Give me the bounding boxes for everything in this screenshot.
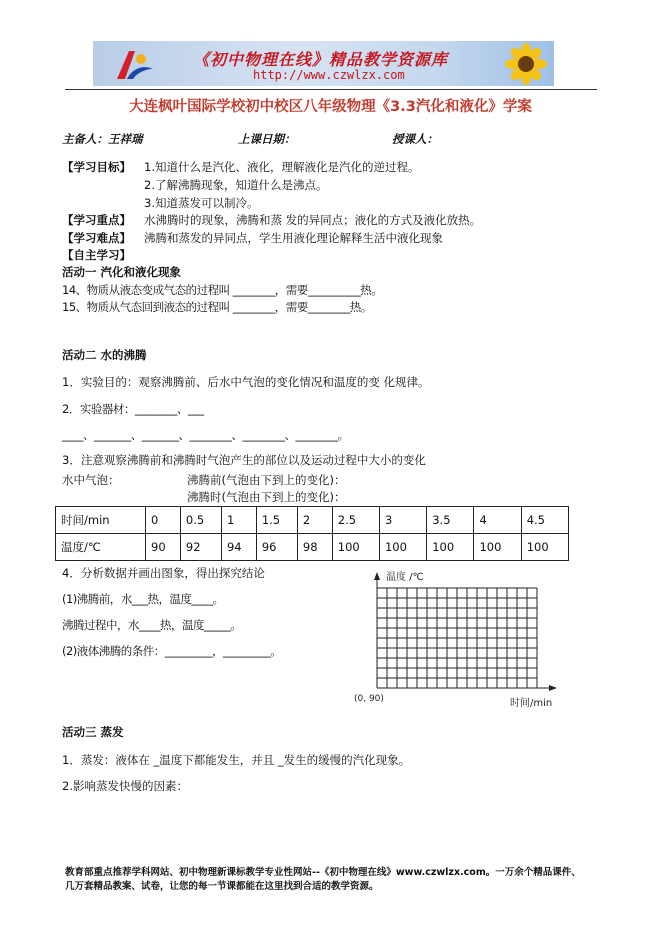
graph-xlabel: 时间/min [510,698,553,709]
table-cell: 98 [297,534,332,561]
evaporation-question: 1．蒸发：液体在 _温度下都能发生，并且 _发生的缓慢的汽化现象。 [62,753,411,767]
observe-instruction: 3．注意观察沸腾前和沸腾时气泡产生的部位以及运动过程中大小的变化 [62,453,426,467]
table-row [56,507,569,534]
question-14: 14、物质从液态变成气态的过程叫 ________，需要__________热。 [62,283,383,297]
table-cell: 100 [427,534,474,561]
preparer-label: 主备人：王祥瑞 [62,132,143,146]
activity1-heading: 活动一 汽化和液化现象 [62,265,182,279]
table-cell: 92 [180,534,221,561]
class-date-label: 上课日期： [238,132,296,146]
header-rule [65,89,597,90]
self-study-label: 【自主学习】 [62,248,131,262]
banner-title: 《初中物理在线》精品教学资源库 [193,50,449,69]
footer-line-1: 教育部重点推荐学科网站、初中物理新课标教学专业性网站--《初中物理在线》www.czwlzx.com。一万余个精品课件、 [65,867,581,878]
objective-2: 2.了解沸腾现象，知道什么是沸点。 [144,178,328,192]
activity3-heading: 活动三 蒸发 [62,725,124,739]
activity2-heading: 活动二 水的沸腾 [62,348,147,362]
banner-url[interactable]: http://www.czwlzx.com [253,68,405,82]
table-cell: 4 [474,507,521,534]
document-title: 大连枫叶国际学校初中校区八年级物理《3.3汽化和液化》学案 [129,99,532,115]
table-cell: 100 [332,534,379,561]
table-cell: 96 [256,534,297,561]
footer-note [65,866,581,894]
key-points-label: 【学习重点】 [62,213,131,227]
key-points-text: 水沸腾时的现象，沸腾和蒸 发的异同点；液化的方式及液化放热。 [144,213,482,227]
table-cell: 1 [221,507,256,534]
table-cell: 温度/℃ [56,534,146,561]
teacher-label: 授课人： [392,132,438,146]
question-15: 15、物质从气态回到液态的过程叫 ________，需要________热。 [62,300,372,314]
table-cell: 0.5 [180,507,221,534]
bubble-before: 沸腾前(气泡由下到上的变化)： [187,473,346,487]
objectives-label: 【学习目标】 [62,160,131,174]
header-banner [93,41,554,86]
blank-graph-grid [352,570,562,710]
bubble-during: 沸腾时(气泡由下到上的变化)： [187,490,346,504]
table-cell: 时间/min [56,507,146,534]
data-table [55,506,569,561]
table-cell: 1.5 [256,507,297,534]
graph-origin: (0, 90) [354,694,384,704]
before-boil-question: (1)沸腾前，水___热，温度____。 [62,592,224,606]
difficulty-label: 【学习难点】 [62,231,131,245]
graph-ylabel: 温度 /℃ [386,572,424,583]
table-row [56,534,569,561]
footer-line-2: 几万套精品教案、试卷，让您的每一节课都能在这里找到合适的教学资源。 [65,881,379,892]
site-logo-icon [111,45,157,83]
table-cell: 90 [146,534,181,561]
table-cell: 100 [474,534,521,561]
during-boil-question: 沸腾过程中，水____热，温度_____。 [62,618,242,632]
evaporation-factors: 2.影响蒸发快慢的因素： [62,779,188,793]
experiment-equipment: 2．实验器材：________、___ [62,402,204,416]
objective-1: 1.知道什么是汽化、液化，理解液化是汽化的逆过程。 [144,160,420,174]
table-cell: 3 [379,507,426,534]
table-cell: 100 [521,534,568,561]
table-cell: 94 [221,534,256,561]
table-cell: 100 [379,534,426,561]
objective-3: 3.知道蒸发可以制冷。 [144,196,259,210]
table-cell: 2 [297,507,332,534]
experiment-purpose: 1．实验目的：观察沸腾前、后水中气泡的变化情况和温度的变 化规律。 [62,375,430,389]
table-cell: 0 [146,507,181,534]
table-cell: 4.5 [521,507,568,534]
experiment-equipment-line2: ____、_______、_______、________、________、________。 [62,428,349,442]
analyze-instruction: 4．分析数据并画出图象，得出探究结论 [62,566,265,580]
difficulty-text: 沸腾和蒸发的异同点，学生用液化理论解释生活中液化现象 [144,231,443,245]
sunflower-image [492,43,550,85]
table-cell: 2.5 [332,507,379,534]
boil-condition-question: (2)液体沸腾的条件：_________，_________。 [62,644,282,658]
table-cell: 3.5 [427,507,474,534]
bubble-label: 水中气泡： [62,473,120,487]
